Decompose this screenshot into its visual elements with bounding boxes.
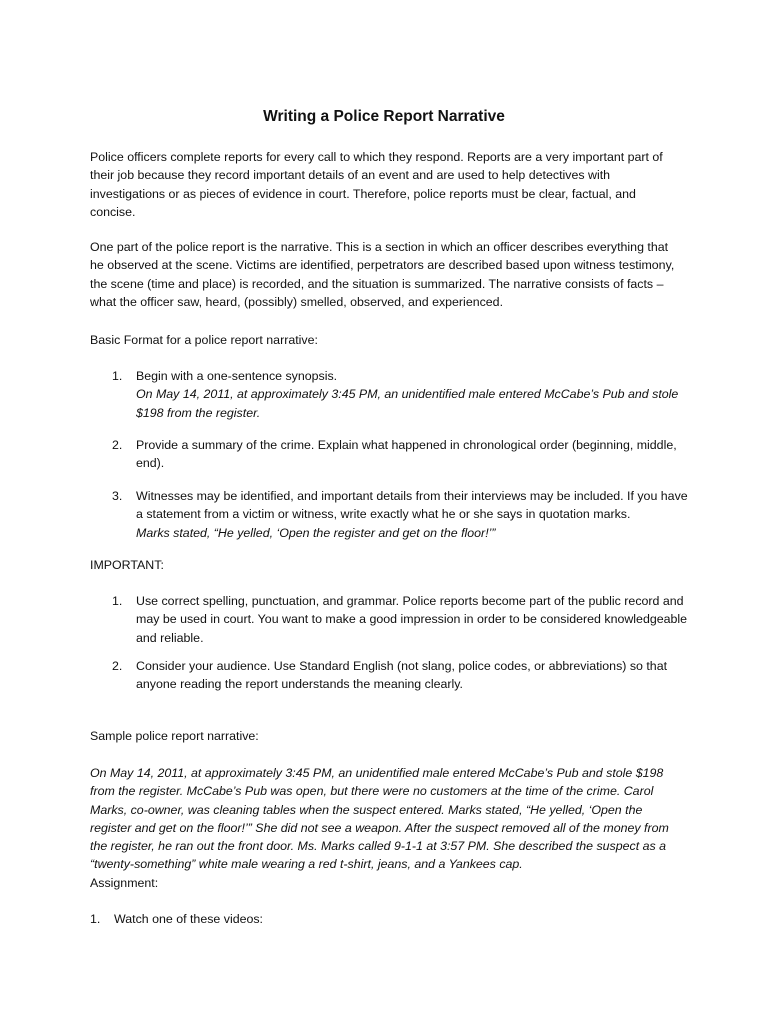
list-number: 2. [112, 659, 123, 673]
document-title: Writing a Police Report Narrative [263, 108, 505, 125]
list-number: 1. [112, 594, 123, 608]
list-item-text: Use correct spelling, punctuation, and grammar. Police reports become part of the public record and may be used in court. You want to make a good impression in order to be considered knowledgeable and reliable. [136, 594, 688, 645]
assignment-heading: Assignment: [90, 876, 159, 890]
important-heading: IMPORTANT: [90, 558, 164, 572]
list-number: 1. [90, 912, 101, 926]
sample-heading: Sample police report narrative: [90, 729, 259, 743]
list-item-text: Witnesses may be identified, and important details from their interviews may be included. If you have a statement from a victim or witness, write exactly what he or she says in quotation marks. [136, 489, 688, 522]
list-number: 3. [112, 489, 123, 503]
list-item-text: Begin with a one-sentence synopsis. [136, 369, 338, 383]
list-item-text: Consider your audience. Use Standard English (not slang, police codes, or abbreviations) so that anyone reading the report understands the meaning clearly. [136, 659, 668, 692]
intro-paragraph: Police officers complete reports for every call to which they respond. Reports are a very important part of their job because they record important details of an event and are used to help detectives with investigations or as pieces of evidence in court. Therefore, police reports must be clear, factual, and concise. [90, 150, 663, 219]
synopsis-example: On May 14, 2011, at approximately 3:45 PM, an unidentified male entered McCabe’s Pub and stole $198 from the register. [136, 387, 679, 420]
list-number: 1. [112, 369, 123, 383]
sample-narrative: On May 14, 2011, at approximately 3:45 PM, an unidentified male entered McCabe’s Pub and stole $198 from the register. McCabe’s Pub was open, but there were no customers at the time of the crime. Carol Marks, co-owner, was cleaning tables when the suspect entered. Marks stated, “He yelled, ‘Open the register and get on the floor!’” She did not see a weapon. After the suspect removed all of the money from the register, he ran out the front door. Ms. Marks called 9-1-1 at 3:57 PM. She described the suspect as a “twenty-something” white male wearing a red t-shirt, jeans, and a Yankees cap. [90, 766, 669, 872]
list-number: 2. [112, 438, 123, 452]
list-item-text: Watch one of these videos: [114, 912, 264, 926]
narrative-paragraph: One part of the police report is the narrative. This is a section in which an officer describes everything that he observed at the scene. Victims are identified, perpetrators are described based upon witness testimony, the scene (time and place) is recorded, and the situation is summarized. The narrative consists of facts – what the officer saw, heard, (possibly) smelled, observed, and experienced. [90, 240, 675, 309]
format-heading: Basic Format for a police report narrative: [90, 333, 318, 347]
list-item-text: Provide a summary of the crime. Explain what happened in chronological order (beginning, middle, end). [136, 438, 677, 471]
quote-example: Marks stated, “He yelled, ‘Open the register and get on the floor!’” [136, 525, 496, 540]
